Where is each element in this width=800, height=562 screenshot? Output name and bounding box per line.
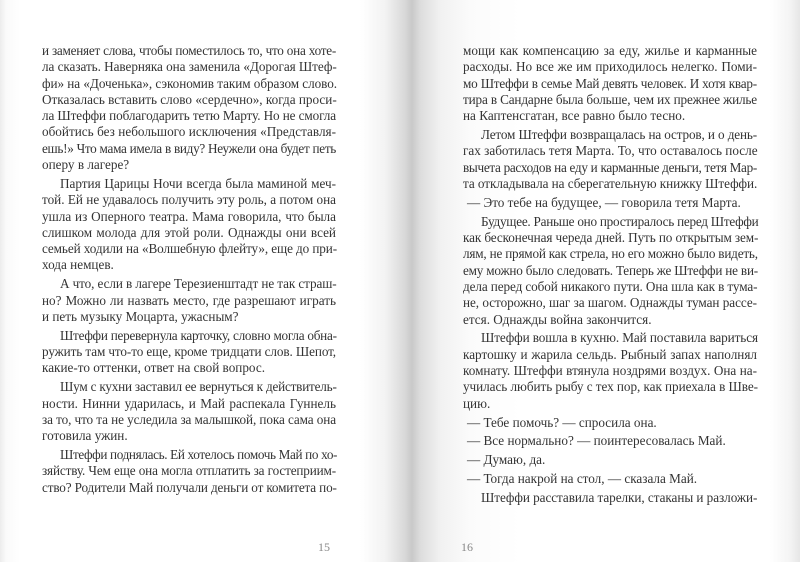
- text-line: ушла из Оперного театра. Мама говорила, что была: [42, 208, 336, 224]
- text-line: ружить там что-то еще, кроме тридцати слов. Шепот,: [42, 344, 337, 360]
- text-line: не, осторожно, шаг за шагом. Однажды туман рассе-: [463, 295, 757, 311]
- text-line: Будущее. Раньше оно простиралось перед Штеффи: [481, 213, 759, 229]
- text-line: расходы. Но все же им приходилось нелегко. Поми-: [463, 59, 757, 75]
- text-line: Штеффи перевернула карточку, словно могла обна-: [60, 327, 337, 343]
- text-line: оперу в лагере?: [42, 157, 130, 173]
- page-number: 15: [318, 540, 330, 554]
- text-line: Летом Штеффи возвращалась на остров, и о день-: [481, 127, 757, 143]
- right-page: [400, 0, 800, 562]
- text-line: гах заботилась тетя Марта. То, что оставалось после: [463, 143, 758, 159]
- text-line: дела перед собой никакого пути. Она шла как в тума-: [463, 278, 758, 294]
- text-line: ла сказать. Наверняка она заменила «Дорогая Штеф-: [42, 59, 337, 75]
- text-line: — Тебе помочь? — спросила она.: [467, 414, 657, 430]
- text-line: Штеффи расставила тарелки, стаканы и разложи-: [481, 490, 758, 506]
- text-line: ла Штеффи поблагодарить тетю Марту. Но не смогла: [42, 108, 336, 124]
- text-line: комнату. Штеффи втянула ноздрями воздух. Она на-: [463, 363, 757, 379]
- text-line: Штеффи вошла в кухню. Май поставила вариться: [481, 330, 758, 346]
- text-line: ему можно было следовать. Теперь же Штеффи не ви-: [463, 262, 758, 278]
- text-line: ство? Родители Май получали деньги от комитета по-: [42, 479, 337, 495]
- text-line: картошку и жарила сельдь. Рыбный запах наполнял: [463, 346, 757, 362]
- text-line: тира в Сандарне была больше, чем их прежнее жилье: [463, 91, 757, 107]
- text-line: и петь музыку Моцарта, ужасным?: [42, 308, 239, 324]
- text-line: и заменяет слова, чтобы поместилось то, что она хоте-: [42, 43, 336, 58]
- text-line: Шум с кухни заставил ее вернуться к действитель-: [60, 379, 337, 395]
- text-line: вычета расходов на еду и карманные деньги, тетя Мар-: [463, 159, 757, 175]
- text-line: — Все нормально? — поинтересовалась Май.: [467, 433, 726, 449]
- text-line: цию.: [463, 395, 491, 411]
- text-line: — Тогда накрой на стол, — сказала Май.: [467, 471, 698, 487]
- page-number: 16: [461, 540, 473, 554]
- text-line: за то, что та не уследила за малышкой, пока сама она: [42, 411, 336, 427]
- text-line: как бесконечная череда дней. Путь по открытым зем-: [463, 230, 759, 246]
- text-line: та откладывала на сберегательную книжку Штеффи.: [463, 175, 758, 191]
- text-line: какие-то оттенки, ответ на свой вопрос.: [42, 360, 266, 376]
- text-line: — Это тебе на будущее, — говорила тетя Марта.: [467, 194, 741, 210]
- text-line: ется. Однажды война закончится.: [463, 311, 652, 327]
- text-line: обойтись без небольшого исключения «Представля-: [42, 124, 336, 140]
- text-line: слишком молода для этой роли. Однажды они всей: [42, 224, 336, 240]
- text-line: мо Штеффи в семье Май девять человек. И хотя квар-: [463, 75, 757, 91]
- text-line: А что, если в лагере Терезиенштадт не так страш-: [60, 276, 337, 292]
- text-line: готовила ужин.: [42, 428, 128, 444]
- text-line: училась любить рыбу с тех пор, как приехала в Шве-: [463, 379, 759, 395]
- text-line: Партия Царицы Ночи всегда была маминой меч-: [60, 175, 336, 191]
- text-line: лям, не прямой как стрела, но его можно было видеть,: [463, 246, 758, 262]
- text-line: но? Можно ли назвать место, где разрешают играть: [42, 292, 336, 308]
- text-line: той. Ей не удавалось получить эту роль, а потом она: [42, 192, 336, 208]
- text-line: на Каптенсгатан, все равно было тесно.: [463, 108, 686, 124]
- text-line: фи» на «Доченька», сэкономив таким образом слово.: [42, 75, 338, 91]
- text-line: мощи как компенсацию за еду, жилье и карманные: [463, 43, 757, 58]
- text-line: семьей ходили на «Волшебную флейту», еще до при-: [42, 241, 338, 257]
- page-text: [463, 43, 757, 506]
- text-line: ности. Нинни ударилась, и Май распекала Гуннель: [42, 395, 336, 411]
- text-line: — Думаю, да.: [467, 452, 546, 468]
- page-text: [42, 43, 336, 496]
- text-line: хода немцев.: [42, 257, 114, 273]
- text-line: Отказалась вставить слово «сердечно», когда проси-: [42, 91, 337, 107]
- text-line: Штеффи поднялась. Ей хотелось помочь Май по хо-: [60, 447, 338, 463]
- text-line: ешь!» Что мама имела в виду? Неужели она будет петь: [42, 140, 336, 156]
- text-line: зяйству. Чем еще она могла отплатить за гостеприим-: [42, 463, 336, 479]
